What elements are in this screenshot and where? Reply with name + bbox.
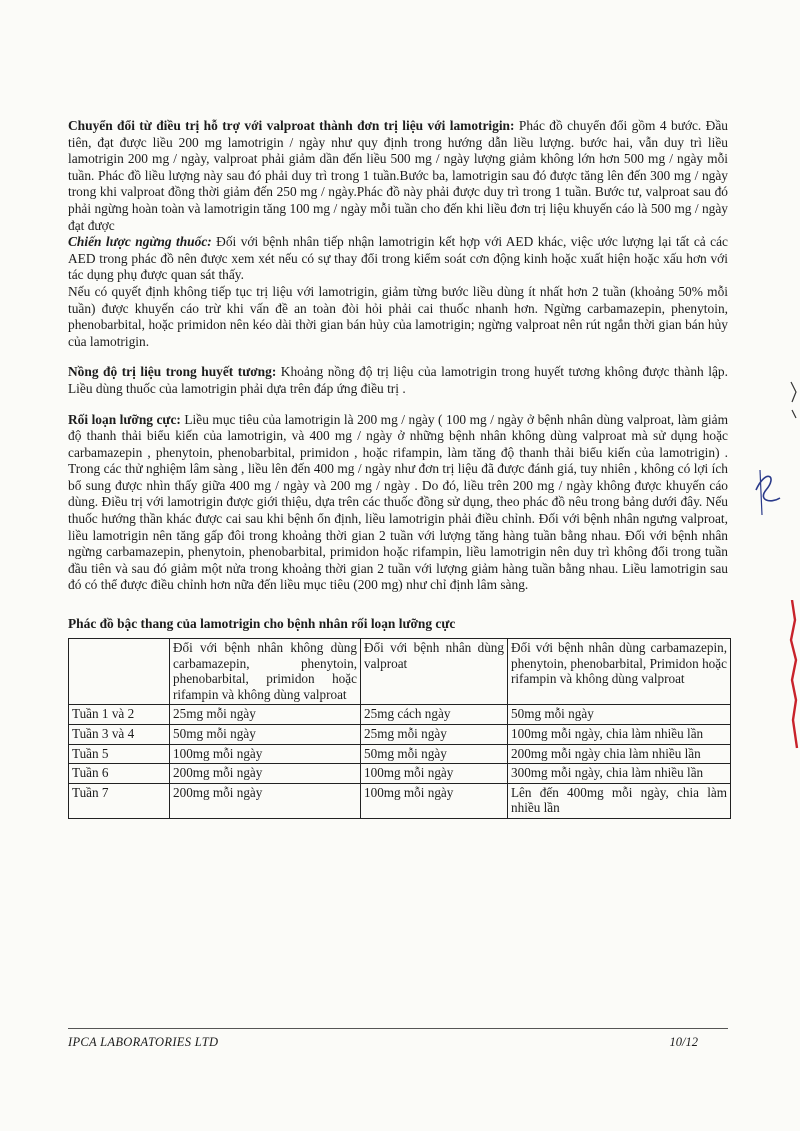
table-cell: 25mg mỗi ngày [361, 725, 508, 745]
table-cell: Tuần 5 [69, 744, 170, 764]
table-cell: Lên đến 400mg mỗi ngày, chia làm nhiều lần [508, 783, 731, 818]
table-cell: 50mg mỗi ngày [508, 705, 731, 725]
edge-mark [790, 380, 798, 420]
bipolar-paragraph [68, 412, 728, 595]
plasma-text: Khoảng nồng độ trị liệu của lamotrigin trong huyết tương không được thành lập. Liều dùng thuốc của lamotrigin phải dựa trên đáp ứng điều trị . [68, 364, 728, 396]
table-cell: 200mg mỗi ngày chia làm nhiều lần [508, 744, 731, 764]
withdrawal-text: Đối với bệnh nhân tiếp nhận lamotrigin kết hợp với AED khác, việc ước lượng lại tất cả các AED trong phác đồ nên được xem xét nếu có sự thay đổi trong kiểm soát cơn động kinh hoặc xuất hiện hoặc xấu hơn với tác dụng phụ được quan sát thấy. [68, 234, 728, 283]
withdrawal-paragraph [68, 234, 728, 284]
document-body [68, 118, 728, 819]
red-stamp-edge-mark [786, 600, 800, 750]
footer-page-number: 10/12 [669, 1035, 698, 1049]
footer-company: IPCA LABORATORIES LTD [68, 1035, 219, 1049]
table-cell: 200mg mỗi ngày [170, 764, 361, 784]
table-cell: 100mg mỗi ngày [361, 764, 508, 784]
table-cell: 50mg mỗi ngày [361, 744, 508, 764]
table-cell: Tuần 6 [69, 764, 170, 784]
table-cell: 50mg mỗi ngày [170, 725, 361, 745]
table-header-cell: Đối với bệnh nhân không dùng carbamazepin, phenytoin, phenobarbital, primidon hoặc rifampin và không dùng valproat [170, 639, 361, 705]
table-row [69, 783, 731, 818]
handwritten-signature-mark [752, 460, 782, 520]
table-cell: Tuần 3 và 4 [69, 725, 170, 745]
conversion-paragraph [68, 118, 728, 234]
table-header-cell [69, 639, 170, 705]
page-footer [68, 1028, 728, 1049]
table-row [69, 764, 731, 784]
table-cell: 25mg mỗi ngày [170, 705, 361, 725]
withdrawal-heading: Chiến lược ngừng thuốc: [68, 234, 212, 250]
table-header-cell: Đối với bệnh nhân dùng valproat [361, 639, 508, 705]
table-row [69, 744, 731, 764]
table-cell: 25mg cách ngày [361, 705, 508, 725]
table-cell: 200mg mỗi ngày [170, 783, 361, 818]
table-cell: 100mg mỗi ngày [361, 783, 508, 818]
table-row [69, 725, 731, 745]
table-cell: 100mg mỗi ngày, chia làm nhiều lần [508, 725, 731, 745]
plasma-heading: Nồng độ trị liệu trong huyết tương: [68, 364, 277, 380]
plasma-paragraph [68, 364, 728, 397]
bipolar-heading: Rối loạn lưỡng cực: [68, 411, 181, 427]
table-header-row [69, 639, 731, 705]
table-title: Phác đồ bậc thang của lamotrigin cho bệnh nhân rối loạn lưỡng cực [68, 616, 456, 632]
bipolar-text: Liều mục tiêu của lamotrigin là 200 mg / ngày ( 100 mg / ngày ở bệnh nhân dùng valproat, làm giảm độ thanh thải biểu kiến của lamotrigin, và 400 mg / ngày ở những bệnh nhân không dùng valproat mà sử dụng hoặc carbamazepin , phenytoin, phenobarbital, primidon , hoặc rifampin, làm tăng độ thanh thải biểu kiến của lamotrigin) . Trong các thử nghiệm lâm sàng , liều lên đến 400 mg / ngày như đơn trị liệu đã được đánh giá, tuy nhiên , không có lợi ích bổ sung được nhìn thấy giữa 400 mg / ngày và 200 mg / ngày . Do đó, liều trên 200 mg / ngày không được khuyến cáo dùng. Điều trị với lamotrigin được giới thiệu, dựa trên các thuốc đồng sử dụng, theo phác đồ nêu trong bảng dưới đây. Nếu thuốc hướng thần khác được cai sau khi bệnh ổn định, liều lamotrigin phải điều chỉnh. Đối với bệnh nhân ngưng valproat, liều lamotrigin nên tăng gấp đôi trong khoảng thời gian 2 tuần với lượng tăng hàng tuần bằng nhau. Đối với bệnh nhân ngừng carbamazepin, phenytoin, phenobarbital, primidon hoặc rifampin, liều lamotrigin nên duy trì không đổi trong tuần đầu tiên và sau đó giảm một nửa trong khoảng thời gian 2 tuần với lượng giảm hàng tuần bằng nhau. Liều lamotrigin sau đó có thể được điều chỉnh hơn nữa đến liều mục tiêu (200 mg) như chỉ định lâm sàng. [68, 411, 728, 593]
conversion-heading: Chuyển đổi từ điều trị hỗ trợ với valproat thành đơn trị liệu với lamotrigin: [68, 118, 515, 133]
table-cell: Tuần 7 [69, 783, 170, 818]
conversion-text: Phác đồ chuyển đổi gồm 4 bước. Đầu tiên, đạt được liều 200 mg lamotrigin / ngày như quy định trong hướng dẫn liều lượng. bước hai, vẫn duy trì liều lamotrigin 200 mg / ngày, valproat phải giảm dần đến liều 500 mg / ngày lượng giảm không lớn hơn 500 mg / ngày mỗi tuần. Phác đồ liều lượng này sau đó phải duy trì trong 1 tuần.Bước ba, lamotrigin sau đó được tăng lên đến 300 mg / ngày trong khi valproat đồng thời giảm đến 250 mg / ngày.Phác đồ này phải được duy trì trong 1 tuần. Bước tư, valproat sau đó phải ngừng hoàn toàn và lamotrigin tăng 100 mg / ngày mỗi tuần cho đến khi liều đơn trị liệu khuyến cáo là 500 mg / ngày đạt được [68, 118, 728, 233]
table-row [69, 705, 731, 725]
table-header-cell: Đối với bệnh nhân dùng carbamazepin, phenytoin, phenobarbital, Primidon hoặc rifampin và không dùng valproat [508, 639, 731, 705]
table-cell: 100mg mỗi ngày [170, 744, 361, 764]
withdrawal-paragraph-2: Nếu có quyết định không tiếp tục trị liệu với lamotrigin, giảm từng bước liều dùng ít nhất hơn 2 tuần (khoảng 50% mỗi tuần) được khuyến cáo trừ khi vấn đề an toàn đòi hỏi phải cai thuốc nhanh hơn. Ngừng carbamazepin, phenytoin, phenobarbital, hoặc primidon nên kéo dài thời gian bán hủy của lamotrigin; ngừng valproat nên rút ngắn thời gian bán hủy của lamotrigin. [68, 283, 728, 349]
table-cell: 300mg mỗi ngày, chia làm nhiều lần [508, 764, 731, 784]
table-cell: Tuần 1 và 2 [69, 705, 170, 725]
dosing-table [68, 638, 731, 819]
